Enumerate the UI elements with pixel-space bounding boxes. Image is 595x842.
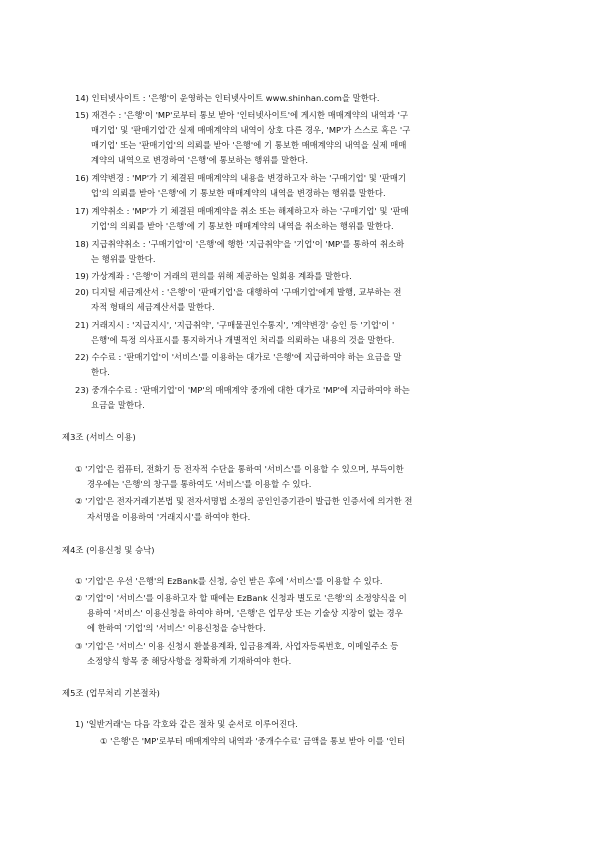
definition-15-line-4: 계약의 내역으로 변경하여 '은행'에 통보하는 행위를 말한다. [91, 155, 309, 165]
definition-14-line-1: 14) 인터넷사이트 : '은행'이 운영하는 인터넷사이트 www.shinhan.com을 말한다. [75, 93, 380, 103]
article-4-heading: 제4조 (이용신청 및 승낙) [62, 545, 155, 555]
article-3-para-1-line-1: ① '기업'은 컴퓨터, 전화기 등 전자적 수단을 통하여 '서비스'를 이용할 수 있으며, 부득이한 [75, 464, 404, 474]
definition-15-line-1: 15) 재견수 : '은행'이 'MP'로부터 통보 받아 '인터넷사이트'에 게시한 매매계약의 내역과 '구 [75, 110, 409, 120]
definition-16-line-1: 16) 계약변경 : 'MP'가 기 체결된 매매계약의 내용을 변경하고자 하는 '구매기업' 및 '판매기 [75, 173, 407, 183]
definition-21-line-2: 은행'에 특정 의사표시를 통지하거나 개별적인 처리를 의뢰하는 내용의 것을 말한다. [91, 335, 395, 345]
definition-23-line-2: 요금을 말한다. [91, 400, 145, 410]
definition-17-line-2: 기업'의 의뢰를 받아 '은행'에 기 통보한 매매계약의 내역을 취소하는 행위를 말한다. [91, 221, 394, 231]
article-5-heading: 제5조 (업무처리 기본절차) [62, 688, 160, 698]
definition-20-line-1: 20) 디지털 세금계산서 : '은행'이 '판매기업'을 대행하여 '구매기업'에게 발행, 교부하는 전 [75, 287, 402, 297]
article-4-para-2-line-3: 에 한하여 '기업'의 '서비스' 이용신청을 승낙한다. [87, 623, 266, 633]
definition-16-line-2: 업'의 의뢰를 받아 '은행'에 기 통보한 매매계약의 내역을 변경하는 행위를 말한다. [91, 188, 386, 198]
article-3-heading: 제3조 (서비스 이용) [62, 432, 136, 442]
definition-21-line-1: 21) 거래지시 : '지급지시', '지급취약', '구매물권인수통지', '계약변경' 승인 등 '기업'이 ' [75, 320, 395, 330]
definition-17-line-1: 17) 계약취소 : 'MP'가 기 체결된 매매계약을 취소 또는 해제하고자 하는 '구매기업' 및 '판매 [75, 206, 409, 216]
article-3-para-1-line-2: 경우에는 '은행'의 창구를 통하여도 '서비스'를 이용할 수 있다. [87, 479, 312, 489]
article-4-para-2-line-1: ② '기업'이 '서비스'를 이용하고자 할 때에는 EzBank 신청과 별도로 '은행'의 소정양식을 이 [75, 593, 407, 603]
article-4-para-3-line-2: 소정양식 항목 중 해당사항을 정확하게 기재하여야 한다. [87, 656, 292, 666]
definition-19-line-1: 19) 가상계좌 : '은행'이 거래의 편의를 위해 제공하는 일회용 계좌를 말한다. [75, 271, 352, 281]
definition-22-line-1: 22) 수수료 : '판매기업'이 '서비스'를 이용하는 대가로 '은행'에 지급하여야 하는 요금을 말 [75, 352, 402, 362]
article-4-para-2-line-2: 용하여 '서비스' 이용신청을 하여야 하며, '은행'은 업무상 또는 기술상 지장이 없는 경우 [87, 608, 403, 618]
definition-22-line-2: 한다. [91, 367, 110, 377]
definition-15-line-3: 매기업' 또는 '판매기업'의 의뢰를 받아 '은행'에 기 통보한 매매계약의 내역을 실제 매매 [91, 140, 407, 150]
definition-23-line-1: 23) 중개수수료 : '판매기업'이 'MP'의 매매계약 중개에 대한 대가로 'MP'에 지급하여야 하는 [75, 385, 410, 395]
article-5-item-1: 1) '일반거래'는 다음 각호와 같은 절차 및 순서로 이루어진다. [75, 719, 298, 729]
definition-15-line-2: 매기업' 및 '판매기업'간 실제 매매계약의 내역이 상호 다른 경우, 'MP'가 스스로 혹은 '구 [91, 125, 411, 135]
article-5-item-1-sub-1: ① '은행'은 'MP'로부터 매매계약의 내역과 '중개수수료' 금액을 통보 받아 이를 '인터 [100, 736, 405, 746]
definition-20-line-2: 자적 형태의 세금계산서를 말한다. [91, 302, 215, 312]
definition-18-line-2: 는 행위를 말한다. [91, 254, 156, 264]
article-3-para-2-line-1: ② '기업'은 전자거래기본법 및 전자서명법 소정의 공인인증기관이 발급한 인증서에 의거한 전 [75, 496, 413, 506]
article-4-para-3-line-1: ③ '기업'은 '서비스' 이용 신청시 환불용계좌, 입금용계좌, 사업자등록번호, 이메일주소 등 [75, 641, 399, 651]
article-3-para-2-line-2: 자서명을 이용하여 '거래지시'를 하여야 한다. [87, 512, 251, 522]
article-4-para-1-line-1: ① '기업'은 우선 '은행'의 EzBank를 신청, 승인 받은 후에 '서비스'를 이용할 수 있다. [75, 576, 383, 586]
definition-18-line-1: 18) 지급취약취소 : '구매기업'이 '은행'에 행한 '지급취약'을 '기업'이 'MP'를 통하여 취소하 [75, 239, 405, 249]
